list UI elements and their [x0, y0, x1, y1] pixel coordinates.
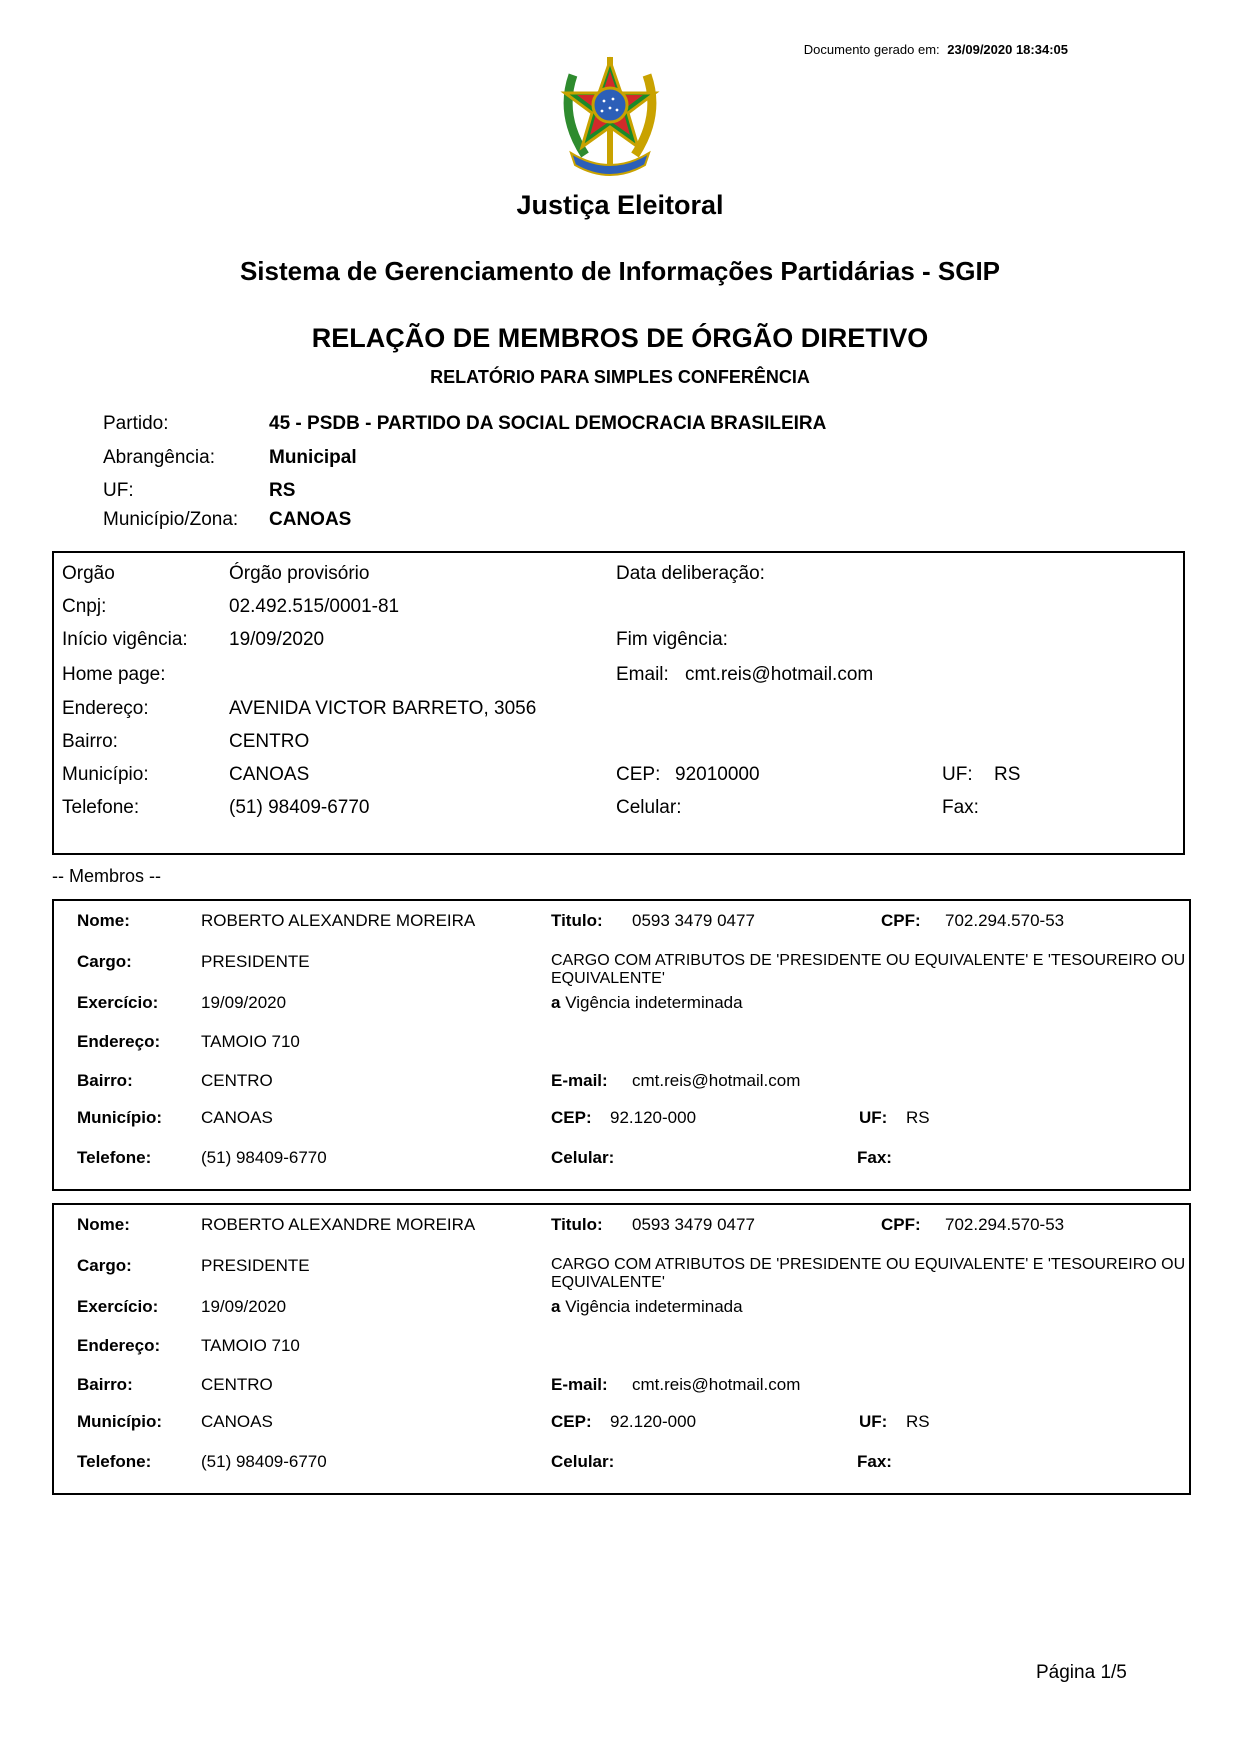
municipio-zona-label: Município/Zona:	[103, 509, 239, 530]
municipio-zona-value: CANOAS	[269, 509, 352, 530]
orgao-label: Orgão	[62, 563, 115, 584]
municipio-value: CANOAS	[229, 764, 310, 785]
email-value: cmt.reis@hotmail.com	[632, 1071, 801, 1090]
cargo-description: CARGO COM ATRIBUTOS DE 'PRESIDENTE OU EQUIVALENTE' E 'TESOUREIRO OU EQUIVALENTE'	[551, 952, 1186, 987]
uf-label: UF:	[942, 764, 973, 785]
celular-label: Celular:	[551, 1452, 615, 1471]
deliberacao-label: Data deliberação:	[616, 563, 765, 584]
exercicio-label: Exercício:	[77, 1297, 159, 1316]
titulo-value: 0593 3479 0477	[632, 1215, 755, 1234]
page-number: Página 1/5	[1036, 1662, 1127, 1683]
nome-value: ROBERTO ALEXANDRE MOREIRA	[201, 1215, 476, 1234]
inicio-vigencia-label: Início vigência:	[62, 629, 188, 650]
telefone-value: (51) 98409-6770	[201, 1452, 327, 1471]
bairro-value: CENTRO	[229, 731, 310, 752]
endereco-label: Endereço:	[62, 698, 149, 719]
bairro-label: Bairro:	[62, 731, 118, 752]
exercicio-value: 19/09/2020	[201, 993, 287, 1012]
telefone-label: Telefone:	[77, 1148, 152, 1167]
inicio-vigencia-value: 19/09/2020	[229, 629, 325, 650]
exercicio-value: 19/09/2020	[201, 1297, 287, 1316]
bairro-value: CENTRO	[201, 1071, 273, 1090]
fax-label: Fax:	[942, 797, 979, 818]
vigencia-text: Vigência indeterminada	[565, 1297, 743, 1316]
bairro-value: CENTRO	[201, 1375, 273, 1394]
uf-label: UF:	[859, 1412, 888, 1431]
cargo-label: Cargo:	[77, 952, 132, 971]
uf-value: RS	[906, 1108, 930, 1127]
uf-value: RS	[269, 480, 296, 501]
email-label: E-mail:	[551, 1375, 608, 1394]
member-card	[52, 899, 1191, 1191]
municipio-label: Município:	[62, 764, 149, 785]
endereco-value: TAMOIO 710	[201, 1336, 300, 1355]
fax-label: Fax:	[857, 1452, 892, 1471]
organ-details-box	[52, 551, 1185, 855]
cargo-label: Cargo:	[77, 1256, 132, 1275]
uf-label: UF:	[859, 1108, 888, 1127]
endereco-value: TAMOIO 710	[201, 1032, 300, 1051]
titulo-label: Titulo:	[551, 1215, 603, 1234]
fim-vigencia-label: Fim vigência:	[616, 629, 728, 650]
telefone-value: (51) 98409-6770	[201, 1148, 327, 1167]
cargo-value: PRESIDENTE	[201, 1256, 310, 1275]
vigencia-text: Vigência indeterminada	[565, 993, 743, 1012]
partido-label: Partido:	[103, 413, 169, 434]
vigencia-value	[551, 1297, 743, 1317]
page-title: Justiça Eleitoral	[516, 190, 724, 220]
email-value: cmt.reis@hotmail.com	[632, 1375, 801, 1394]
partido-value: 45 - PSDB - PARTIDO DA SOCIAL DEMOCRACIA BRASILEIRA	[269, 413, 827, 434]
system-name: Sistema de Gerenciamento de Informações Partidárias - SGIP	[239, 256, 1001, 286]
cep-value: 92.120-000	[610, 1412, 697, 1431]
fax-label: Fax:	[857, 1148, 892, 1167]
email-label: Email:	[616, 664, 669, 685]
cep-label: CEP:	[551, 1412, 592, 1431]
telefone-label: Telefone:	[77, 1452, 152, 1471]
uf-label: UF:	[103, 480, 134, 501]
titulo-value: 0593 3479 0477	[632, 911, 755, 930]
uf-value: RS	[906, 1412, 930, 1431]
abrangencia-value: Municipal	[269, 447, 357, 468]
report-title: RELAÇÃO DE MEMBROS DE ÓRGÃO DIRETIVO	[311, 323, 929, 353]
endereco-value: AVENIDA VICTOR BARRETO, 3056	[229, 698, 537, 719]
cep-label: CEP:	[616, 764, 661, 785]
celular-label: Celular:	[551, 1148, 615, 1167]
cep-value: 92.120-000	[610, 1108, 697, 1127]
abrangencia-label: Abrangência:	[103, 447, 215, 468]
nome-label: Nome:	[77, 911, 130, 930]
cpf-label: CPF:	[881, 1215, 921, 1234]
members-heading: -- Membros --	[52, 866, 161, 886]
endereco-label: Endereço:	[77, 1336, 161, 1355]
cpf-label: CPF:	[881, 911, 921, 930]
email-label: E-mail:	[551, 1071, 608, 1090]
cep-value: 92010000	[675, 764, 760, 785]
email-value: cmt.reis@hotmail.com	[685, 664, 874, 685]
municipio-label: Município:	[77, 1412, 162, 1431]
uf-value: RS	[994, 764, 1021, 785]
cargo-description: CARGO COM ATRIBUTOS DE 'PRESIDENTE OU EQUIVALENTE' E 'TESOUREIRO OU EQUIVALENTE'	[551, 1256, 1186, 1291]
titulo-label: Titulo:	[551, 911, 603, 930]
cnpj-label: Cnpj:	[62, 596, 107, 617]
homepage-label: Home page:	[62, 664, 166, 685]
nome-value: ROBERTO ALEXANDRE MOREIRA	[201, 911, 476, 930]
municipio-label: Município:	[77, 1108, 162, 1127]
cep-label: CEP:	[551, 1108, 592, 1127]
exercicio-label: Exercício:	[77, 993, 159, 1012]
telefone-value: (51) 98409-6770	[229, 797, 370, 818]
generated-timestamp	[804, 42, 1068, 57]
generated-value: 23/09/2020 18:34:05	[947, 42, 1068, 57]
cnpj-value: 02.492.515/0001-81	[229, 596, 400, 617]
report-subtitle: RELATÓRIO PARA SIMPLES CONFERÊNCIA	[430, 367, 810, 387]
orgao-value: Órgão provisório	[229, 563, 370, 584]
vigencia-prefix: a	[551, 1297, 561, 1316]
vigencia-prefix: a	[551, 993, 561, 1012]
bairro-label: Bairro:	[77, 1375, 133, 1394]
cargo-value: PRESIDENTE	[201, 952, 310, 971]
cpf-value: 702.294.570-53	[945, 1215, 1065, 1234]
vigencia-value	[551, 993, 743, 1013]
cpf-value: 702.294.570-53	[945, 911, 1065, 930]
bairro-label: Bairro:	[77, 1071, 133, 1090]
generated-label: Documento gerado em:	[803, 42, 940, 57]
endereco-label: Endereço:	[77, 1032, 161, 1051]
telefone-label: Telefone:	[62, 797, 140, 818]
brazil-coat-of-arms-icon	[555, 55, 665, 177]
municipio-value: CANOAS	[201, 1108, 273, 1127]
nome-label: Nome:	[77, 1215, 130, 1234]
celular-label: Celular:	[616, 797, 682, 818]
municipio-value: CANOAS	[201, 1412, 273, 1431]
member-card	[52, 1203, 1191, 1495]
